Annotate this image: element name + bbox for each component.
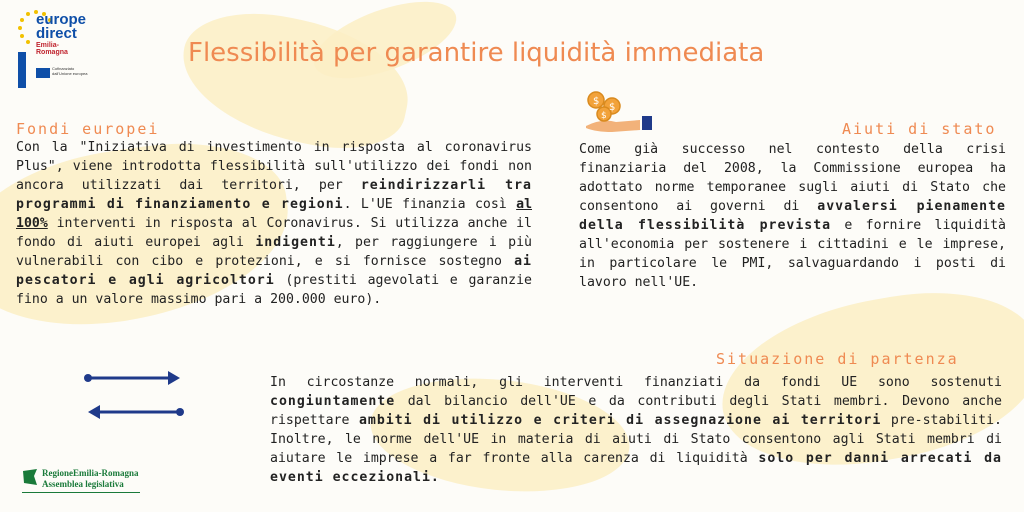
coins-hand-icon (582, 88, 654, 136)
footer-logo-rule (22, 492, 140, 493)
bold-text: reindirizzarli tra programmi di finanziamento e regioni (16, 178, 532, 212)
eu-flag-icon (36, 68, 50, 78)
europe-direct-logo (14, 6, 90, 90)
text-run: dal bilancio dell'UE e da contributi degli Stati membri. Devono anche rispettare (270, 394, 1002, 428)
svg-text:$: $ (609, 102, 616, 113)
text-run: , per raggiungere i più vulnerabili con cibo e protezioni, e si fornisce sostegno (16, 235, 532, 269)
bold-text: ai pescatori e agli agricoltori (16, 254, 532, 288)
text-run: . L'UE finanzia così (343, 197, 517, 212)
logo-bar (18, 52, 26, 88)
logo-caption: Cofinanziato dall'Unione europea (52, 66, 88, 76)
text-run: In circostanze normali, gli interventi finanziati da fondi UE sono sostenuti (270, 375, 1002, 390)
text-run: (prestiti agevolati e garanzie fino a un valore massimo pari a 200.000 euro). (16, 273, 532, 307)
exchange-arrows-icon (84, 366, 184, 424)
underlined-text: al 100% (16, 197, 533, 231)
footer-logo-line2: Assemblea legislativa (42, 479, 124, 489)
heading-aiuti-di-stato: Aiuti di stato (842, 120, 997, 138)
text-run: Come già successo nel contesto della crisi finanziaria del 2008, la Commissione europea ha adottato norme temporanee sugli aiuti di Stato che consentono ai governi di (579, 142, 1006, 214)
bold-text: congiuntamente (270, 394, 396, 409)
text-run: interventi in risposta al Coronavirus. Si utilizza anche il fondo di aiuti europei agli (16, 216, 532, 250)
paragraph-situazione-di-partenza (270, 373, 1002, 487)
bold-text: ambiti di utilizzo e criteri di assegnazione ai territori (358, 413, 882, 428)
text-run: pre-stabiliti. Inoltre, le norme dell'UE in materia di aiuti di Stato consentono agli Stati membri di aiutare le imprese a far fronte alla carenza di liquidità (270, 413, 1002, 466)
logo-line3: Emilia-Romagna (36, 42, 68, 56)
bold-text: solo per danni arrecati da eventi eccezionali. (270, 451, 1002, 485)
bold-text: indigenti (255, 235, 336, 250)
paragraph-fondi-europei (16, 138, 532, 309)
text-run: Con la "Iniziativa di investimento in risposta al coronavirus Plus", viene introdotta flessibilità sull'utilizzo dei fondi non ancora utilizzati dai territori, per (16, 140, 532, 193)
svg-text:$: $ (601, 111, 607, 121)
text-run: e fornire liquidità all'economia per sostenere i cittadini e le imprese, in particolare le PMI, salvaguardando i posti di lavoro nell'UE. (579, 218, 1006, 290)
footer-logo-line1: RegioneEmilia-Romagna (42, 468, 139, 478)
logo-line2: direct (36, 25, 77, 42)
regione-emilia-romagna-logo (22, 466, 140, 496)
region-map-icon (22, 468, 38, 486)
heading-fondi-europei: Fondi europei (16, 120, 160, 138)
logo-line1: europe (36, 11, 87, 28)
svg-text:$: $ (593, 96, 600, 107)
heading-situazione-di-partenza: Situazione di partenza (716, 350, 959, 368)
paragraph-aiuti-di-stato (579, 140, 1006, 292)
bold-text: avvalersi pienamente della flessibilità prevista (579, 199, 1006, 233)
page-title: Flessibilità per garantire liquidità immediata (188, 38, 765, 68)
